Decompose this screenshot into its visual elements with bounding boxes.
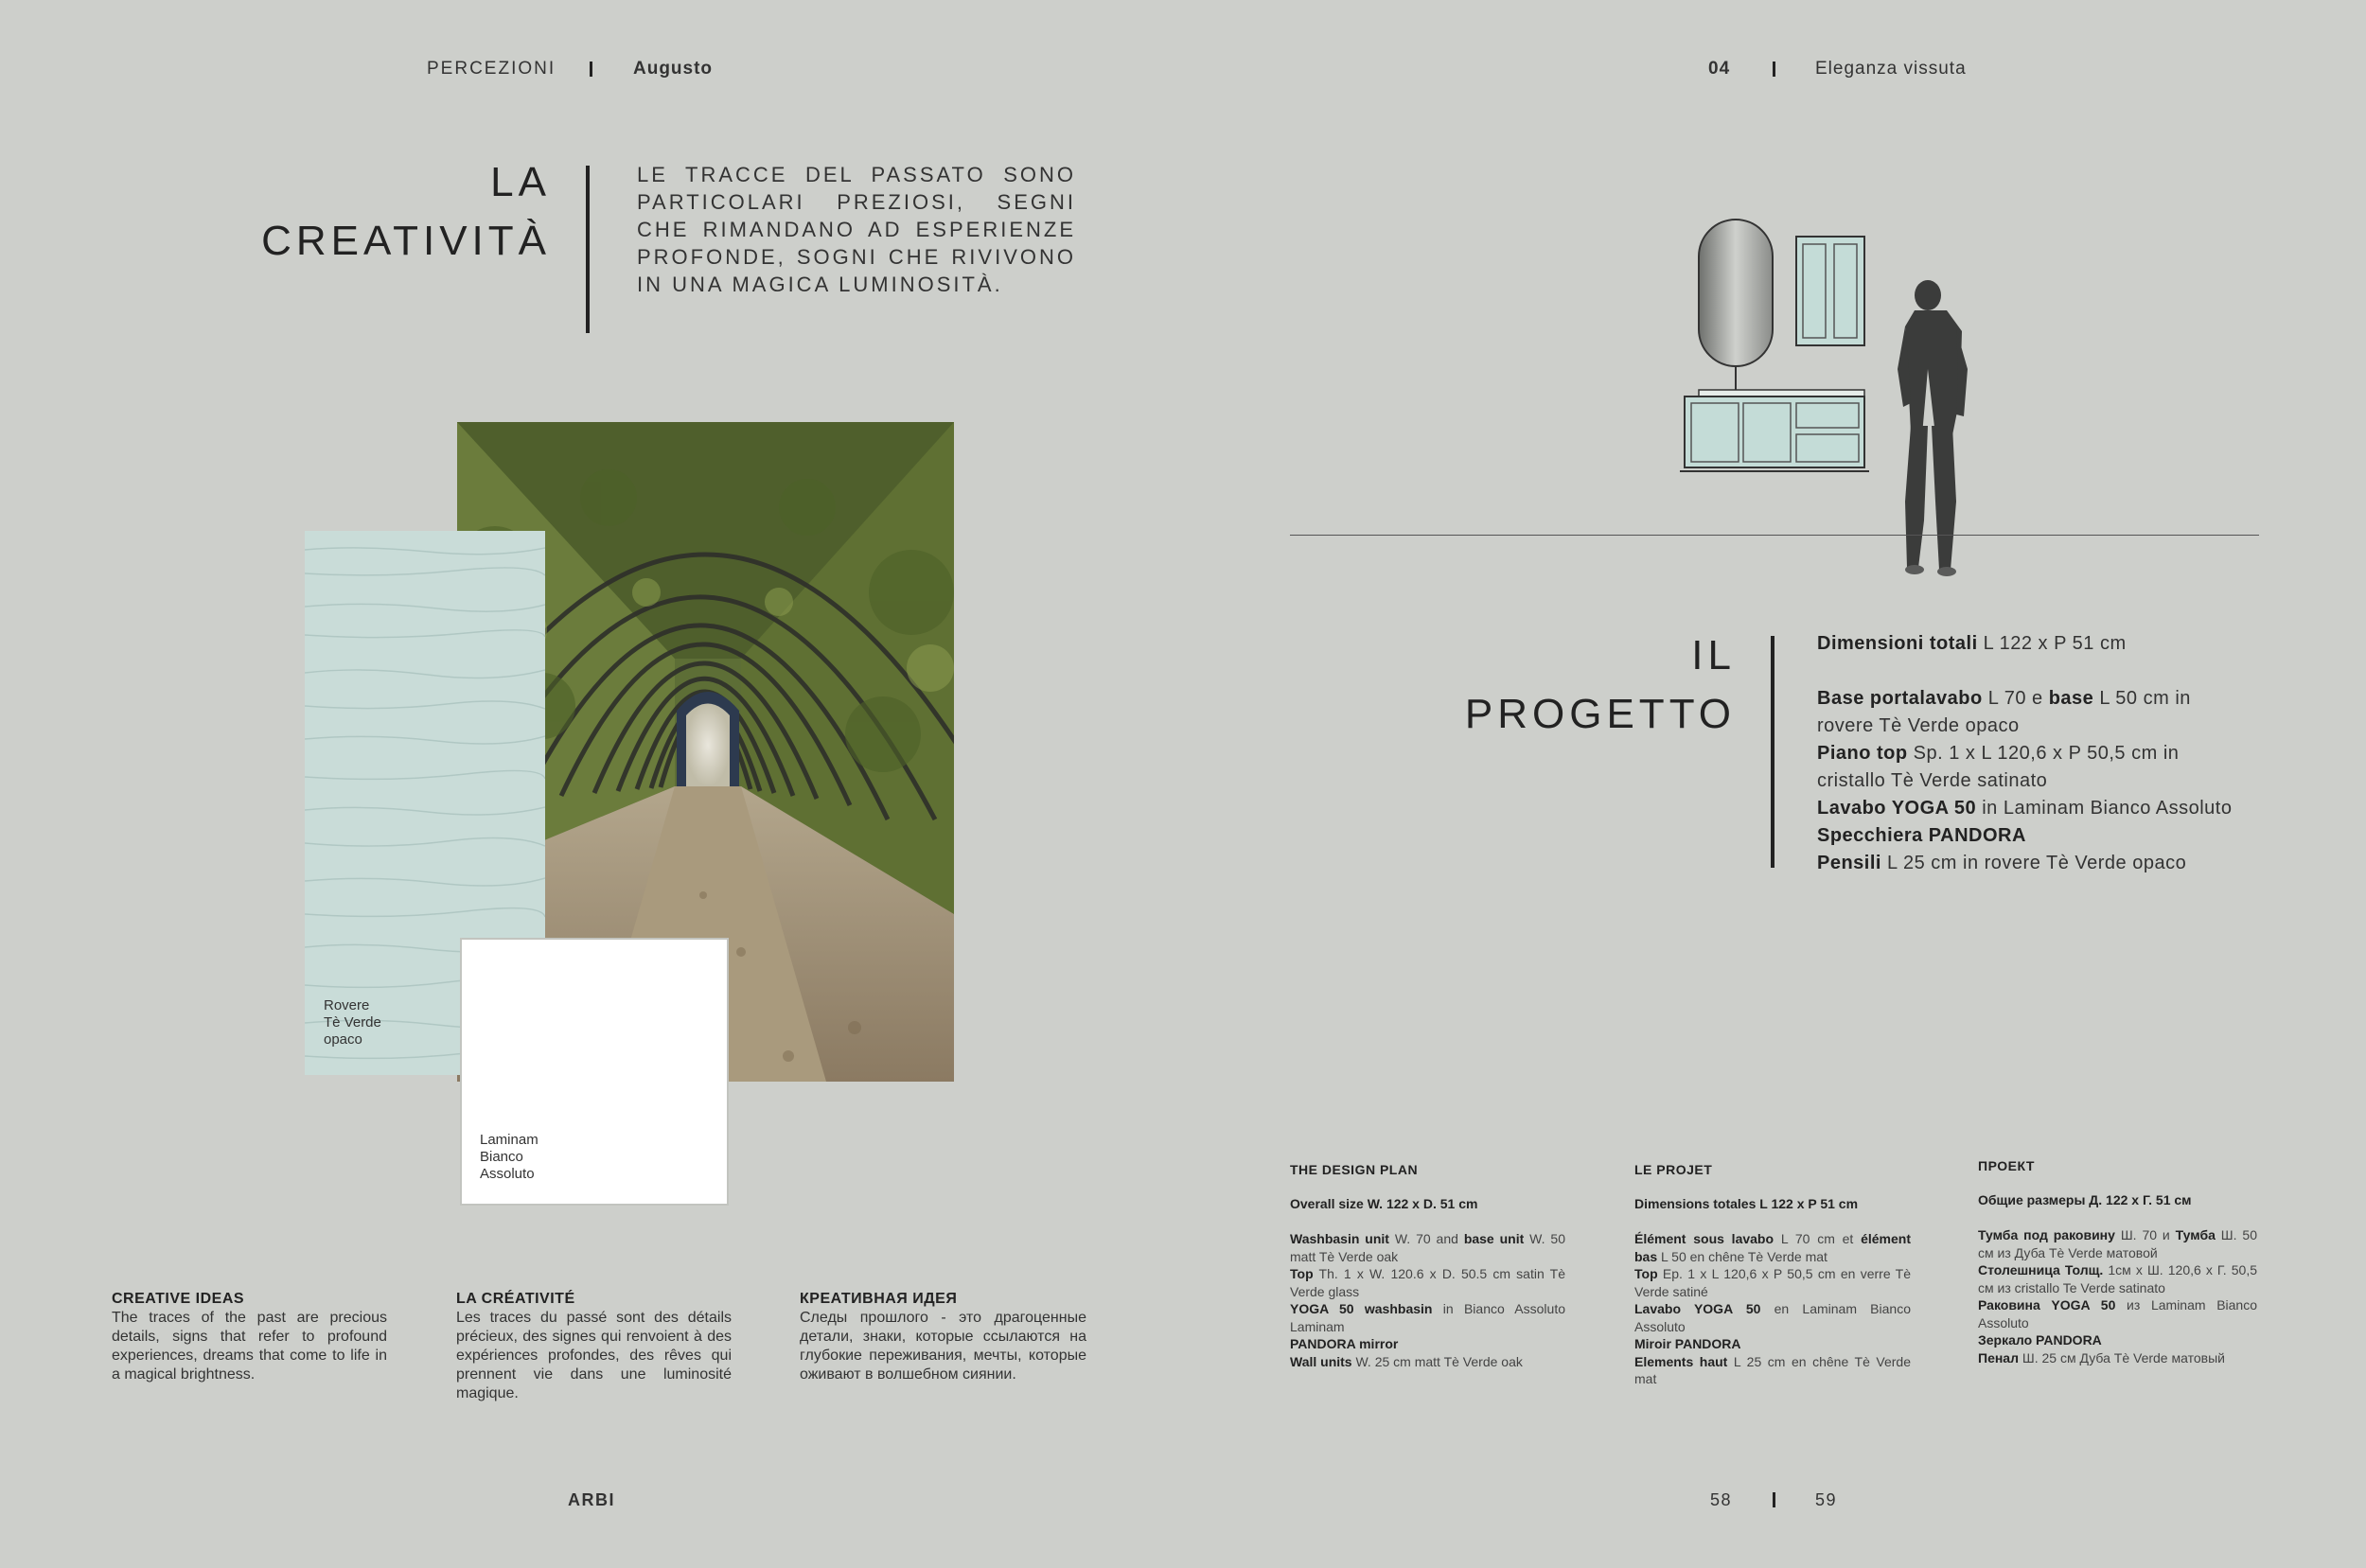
page-title-creativita: LA CREATIVITÀ	[261, 159, 551, 264]
header-number: 04	[1708, 59, 1731, 79]
caption-russian: КРЕАТИВНАЯ ИДЕЯ Следы прошлого - это драгоценные детали, знаки, которые ссылаются на глубокие переживания, мечты, которые оживают в волшебном сиянии.	[800, 1291, 1086, 1383]
design-plan-french: LE PROJET Dimensions totales L 122 x P 51 cm Élément sous lavabo L 70 cm et élément bas L 50 en chêne Tè Verde mat Top Ep. 1 x L 120,6 x P 50,5 cm en verre Tè Verde satiné Lavabo YOGA 50 en Laminam Bianco Assoluto Miroir PANDORA Elements haut L 25 cm en chêne Tè Verde mat	[1634, 1162, 1912, 1386]
intro-text: LE TRACCE DEL PASSATO SONO PARTICOLARI PREZIOSI, SEGNI CHE RIMANDANO AD ESPERIENZE PROFONDE, SOGNI CHE RIVIVONO IN UNA MAGICA LUMINOSITÀ.	[637, 163, 1076, 296]
caption-english: CREATIVE IDEAS The traces of the past are precious details, signs that refer to profound experiences, dreams that come to life in a magical brightness.	[112, 1291, 387, 1383]
section-title-progetto: IL PROGETTO	[1464, 632, 1736, 737]
page-number-left: 58	[1710, 1490, 1733, 1509]
progetto-divider	[1771, 636, 1774, 868]
header-title: Eleganza vissuta	[1815, 59, 1967, 79]
header-divider	[590, 62, 592, 77]
page-number-right: 59	[1815, 1490, 1838, 1509]
furniture-illustration	[1680, 218, 1992, 577]
laminam-swatch-label: Laminam Bianco Assoluto	[480, 1132, 539, 1182]
header-section: PERCEZIONI	[427, 59, 556, 79]
laminam-swatch	[460, 938, 729, 1206]
design-plan-english: THE DESIGN PLAN Overall size W. 122 x D. 51 cm Washbasin unit W. 70 and base unit W. 50 matt Tè Verde oak Top Th. 1 x W. 120.6 x D. 50.5 cm satin Tè Verde glass YOGA 50 washbasin in Bianco Assoluto Laminam PANDORA mirror Wall units W. 25 cm matt Tè Verde oak	[1290, 1162, 1566, 1369]
caption-french: LA CRÉATIVITÉ Les traces du passé sont des détails précieux, des signes qui renvoient à des expériences profondes, des rêves qui prennent vie dans une luminosité magique.	[456, 1291, 732, 1401]
header-month: Augusto	[633, 59, 714, 79]
title-divider	[586, 166, 590, 333]
footer-divider	[1773, 1492, 1775, 1507]
wood-swatch-label: Rovere Tè Verde opaco	[324, 997, 381, 1048]
footer-brand: ARBI	[568, 1490, 615, 1509]
design-plan-russian: ПРОЕКТ Общие размеры Д. 122 х Г. 51 см Тумба под раковину Ш. 70 и Тумба Ш. 50 см из Дуба Tè Verde матовой Столешница Толщ. 1см х Ш. 120,6 х Г. 50,5 см из cristallo Te Verde satinato Раковина YOGA 50 из Laminam Bianco Assoluto Зеркало PANDORA Пенал Ш. 25 см Дуба Tè Verde матовый	[1978, 1158, 2258, 1365]
floor-line	[1290, 535, 2259, 536]
header-divider-right	[1773, 62, 1775, 77]
project-specs: Dimensioni totali L 122 x P 51 cm Base portalavabo L 70 e base L 50 cm in rovere Tè Verde opaco Piano top Sp. 1 x L 120,6 x P 50,5 cm in cristallo Tè Verde satinato Lavabo YOGA 50 in Laminam Bianco Assoluto Specchiera PANDORA Pensili L 25 cm in rovere Tè Verde opaco	[1817, 633, 2233, 873]
